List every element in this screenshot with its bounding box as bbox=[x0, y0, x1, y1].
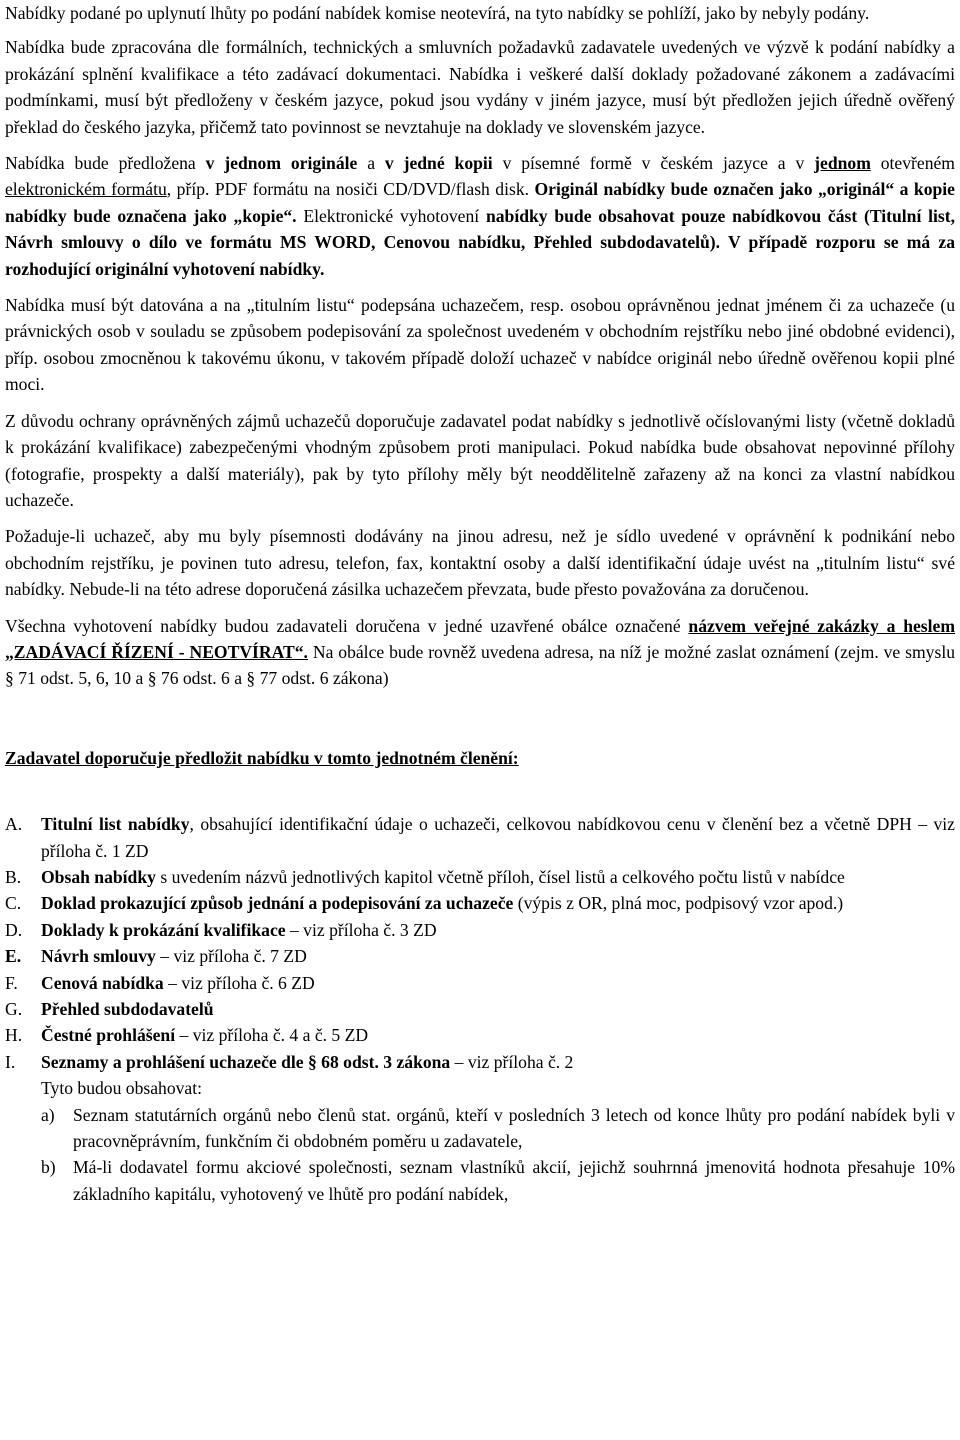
item-title: Přehled subdodavatelů bbox=[41, 999, 214, 1019]
item-title: Doklady k prokázání kvalifikace bbox=[41, 919, 286, 940]
item-label: A. bbox=[5, 814, 23, 835]
item-text bbox=[41, 890, 955, 916]
sub-list-item bbox=[41, 1102, 955, 1155]
paragraph-bid-copies bbox=[5, 150, 955, 282]
copies-original: v jednom originále bbox=[205, 153, 358, 174]
sub-item-text: Má-li dodavatel formu akciové společnosti, seznam vlastníků akcií, jejichž souhrnná jmenovitá hodnota přesahuje 10% základního kapitálu, vyhotovený ve lhůtě pro podání nabídek, bbox=[73, 1157, 955, 1204]
copies-text-3: a bbox=[357, 153, 385, 174]
structure-list bbox=[5, 811, 955, 1207]
item-detail: , obsahující identifikační údaje o uchazeči, celkovou nabídkovou cenu v členění bez a včetně DPH – viz příloha č. 1 ZD bbox=[41, 814, 955, 861]
items-note: Tyto budou obsahovat: bbox=[41, 1078, 203, 1099]
envelope-text-3: Na obálce bude rovněž uvedena adresa, na níž je možné zaslat oznámení (zejm. ve smyslu § 71 odst. 5, 6, 10 a § 76 odst. 6 a § 77 odst. 6 zákona) bbox=[5, 641, 956, 689]
item-text bbox=[41, 864, 955, 890]
copies-marking: Originál nabídky bude označen jako „originál“ a kopie nabídky bude označena jako „kopie“. bbox=[5, 179, 955, 226]
copies-copy: v jedné kopii bbox=[384, 153, 493, 174]
item-text bbox=[41, 917, 955, 943]
item-detail: – viz příloha č. 4 a č. 5 ZD bbox=[175, 1025, 369, 1046]
item-label: C. bbox=[5, 893, 22, 914]
item-title: Titulní list nabídky bbox=[41, 814, 190, 835]
item-text bbox=[41, 1022, 955, 1048]
paragraph-late-bids: Nabídky podané po uplynutí lhůty po podání nabídek komise neotevírá, na tyto nabídky se pohlíží, jako by nebyly podány. bbox=[5, 3, 870, 23]
item-title: Čestné prohlášení bbox=[41, 1025, 176, 1046]
item-label: G. bbox=[5, 999, 23, 1019]
sub-list-item bbox=[41, 1154, 955, 1207]
copies-electronic-format: elektronickém formátu bbox=[5, 179, 167, 200]
list-item bbox=[5, 917, 955, 943]
item-title: Cenová nabídka bbox=[41, 972, 164, 993]
item-detail: – viz příloha č. 7 ZD bbox=[155, 946, 307, 967]
item-title: Návrh smlouvy bbox=[41, 946, 156, 967]
item-title: Obsah nabídky bbox=[41, 866, 156, 887]
item-title: Doklad prokazující způsob jednání a podepisování za uchazeče bbox=[41, 893, 514, 914]
item-label: H. bbox=[5, 1025, 23, 1046]
item-detail: – viz příloha č. 3 ZD bbox=[285, 919, 437, 940]
item-label: I. bbox=[5, 1051, 16, 1072]
paragraph-delivery-address: Požaduje-li uchazeč, aby mu byly písemnosti dodávány na jinou adresu, než je sídlo uvedené v oprávnění k podnikání nebo obchodním rejstříku, je povinen tuto adresu, telefon, fax, kontaktní osoby a další identifikační údaje uvést na „titulním listu“ své nabídky. Nebude-li na této adrese doporučená zásilka uchazečem převzata, bude přesto považována za doručenou. bbox=[5, 526, 955, 600]
envelope-label: názvem veřejné zakázky a heslem „ZADÁVACÍ ŘÍZENÍ - NEOTVÍRAT“. bbox=[5, 615, 955, 662]
copies-text-1: Nabídka bude předložena bbox=[5, 153, 206, 174]
sub-item-text: Seznam statutárních orgánů nebo členů stat. orgánů, kteří v posledních 3 letech od konce lhůty pro podání nabídek byli v pracovněprávním, funkčním či obdobném poměru u zadavatele, bbox=[73, 1104, 955, 1152]
copies-one: jednom bbox=[814, 153, 871, 174]
sub-item-label: a) bbox=[41, 1104, 55, 1125]
copies-text-9: , příp. PDF formátu na nosiči CD/DVD/flash disk. bbox=[166, 179, 535, 200]
paragraph-bid-signature: Nabídka musí být datována a na „titulním listu“ podepsána uchazečem, resp. osobou oprávněnou jednat jménem či za uchazeče (u právnických osob v souladu se způsobem podepisování za společnost uvedeném v obchodním rejstříku nebo jiné obdobné evidenci), příp. osobou zmocněnou k takovému úkonu, v takovém případě doloží uchazeč v nabídce originál nebo úředně ověřenou kopii plné moci. bbox=[5, 295, 955, 395]
envelope-text-1: Všechna vyhotovení nabídky budou zadavateli doručena v jedné uzavřené obálce označené bbox=[5, 615, 689, 636]
item-detail: s uvedením názvů jednotlivých kapitol včetně příloh, čísel listů a celkového počtu listů v nabídce bbox=[155, 866, 845, 887]
copies-text-11: Elektronické vyhotovení bbox=[296, 205, 486, 226]
copies-electronic-content: nabídky bude obsahovat pouze nabídkovou část (Titulní list, Návrh smlouvy o dílo ve formátu MS WORD, Cenovou nabídku, Přehled subdodavatelů). V případě rozporu se má za rozhodující originální vyhotovení nabídky. bbox=[5, 205, 955, 279]
list-item bbox=[5, 996, 955, 1022]
list-item bbox=[5, 970, 955, 996]
item-detail: – viz příloha č. 6 ZD bbox=[163, 972, 315, 993]
item-detail: (výpis z OR, plná moc, podpisový vzor apod.) bbox=[513, 893, 844, 914]
item-label: B. bbox=[5, 866, 22, 887]
item-title: Seznamy a prohlášení uchazeče dle § 68 odst. 3 zákona bbox=[41, 1051, 451, 1072]
list-item bbox=[5, 1049, 955, 1075]
list-item bbox=[5, 943, 955, 969]
item-label: E. bbox=[5, 946, 22, 967]
list-item bbox=[5, 890, 955, 916]
copies-text-7: otevřeném bbox=[870, 153, 955, 174]
item-text bbox=[41, 1049, 955, 1075]
paragraph-bid-protection: Z důvodu ochrany oprávněných zájmů uchazečů doporučuje zadavatel podat nabídky s jednotlivě očíslovanými listy (včetně dokladů k prokázání kvalifikace) zabezpečenými vhodným způsobem proti manipulaci. Pokud nabídka bude obsahovat nepovinné přílohy (fotografie, prospekty a další materiály), pak by tyto přílohy měly být neoddělitelně zařazeny až na konci za vlastní nabídkou uchazeče. bbox=[5, 410, 955, 510]
copies-text-5: v písemné formě v českém jazyce a v bbox=[492, 153, 815, 174]
item-text bbox=[41, 996, 955, 1022]
list-item bbox=[5, 1022, 955, 1048]
item-text bbox=[41, 970, 955, 996]
list-item bbox=[5, 811, 955, 864]
item-text bbox=[41, 811, 955, 864]
item-text bbox=[41, 943, 955, 969]
list-item bbox=[5, 864, 955, 890]
sub-item-label: b) bbox=[41, 1157, 56, 1178]
section-heading: Zadavatel doporučuje předložit nabídku v tomto jednotném členění: bbox=[5, 747, 519, 768]
paragraph-bid-processing: Nabídka bude zpracována dle formálních, technických a smluvních požadavků zadavatele uvedených ve výzvě k podání nabídky a prokázání splnění kvalifikace a této zadávací dokumentaci. Nabídka i veškeré další doklady požadované zákonem a zadávacími podmínkami, musí být předloženy v českém jazyce, pokud jsou vydány v jiném jazyce, musí být předložen jejich úředně ověřený překlad do českého jazyka, přičemž tato povinnost se nevztahuje na doklady ve slovenském jazyce. bbox=[5, 37, 955, 137]
item-detail: – viz příloha č. 2 bbox=[450, 1051, 574, 1072]
item-label: D. bbox=[5, 919, 23, 940]
item-label: F. bbox=[5, 972, 18, 993]
paragraph-envelope bbox=[5, 613, 955, 692]
